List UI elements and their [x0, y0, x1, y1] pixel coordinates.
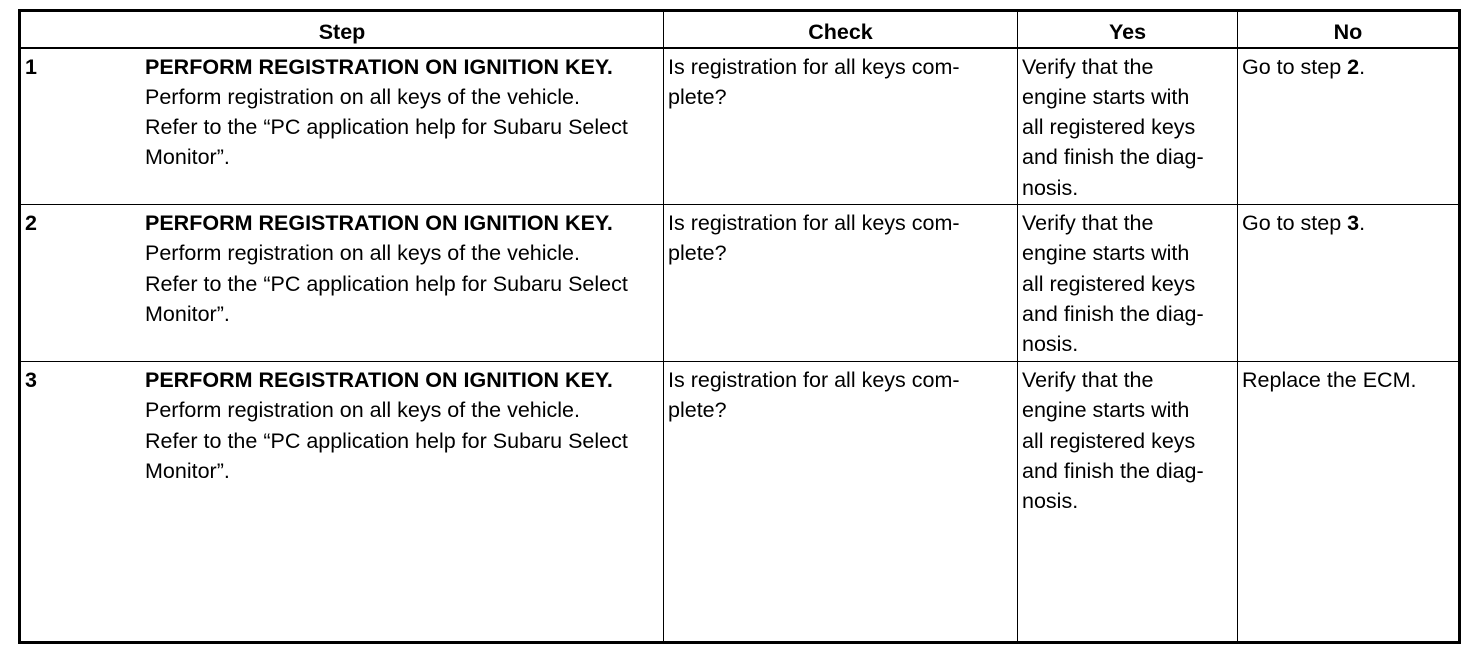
header-yes: Yes [1018, 11, 1238, 48]
header-check: Check [664, 11, 1018, 48]
no-prefix: Go to step [1242, 211, 1348, 235]
header-step: Step [20, 11, 664, 48]
no-step-ref: 2 [1347, 54, 1360, 79]
no-prefix: Go to step [1242, 54, 1348, 79]
step-description: Perform registration on all keys of the vehicle. Refer to the “PC application help for Subaru Select Monitor”. [145, 241, 628, 326]
step-title: PERFORM REGISTRATION ON IGNITION KEY. [145, 368, 613, 392]
table-row [20, 362, 1460, 643]
step-title: PERFORM REGISTRATION ON IGNITION KEY. [145, 54, 613, 79]
no-cell [1238, 205, 1460, 362]
diagnosis-table [18, 9, 1461, 644]
no-cell: Replace the ECM. [1238, 362, 1460, 643]
yes-cell: Verify that the engine starts with all registered keys and finish the diag- nosis. [1018, 205, 1238, 362]
header-no: No [1238, 11, 1460, 48]
step-description: Perform registration on all keys of the vehicle. Refer to the “PC application help for Subaru Select Monitor”. [145, 398, 628, 483]
step-cell [20, 205, 664, 362]
yes-cell: Verify that the engine starts with all registered keys and finish the diag- nosis. [1018, 48, 1238, 205]
no-suffix: . [1359, 211, 1366, 235]
step-title: PERFORM REGISTRATION ON IGNITION KEY. [145, 211, 613, 235]
table-header-row [20, 11, 1460, 48]
step-cell [20, 48, 664, 205]
yes-cell: Verify that the engine starts with all registered keys and finish the diag- nosis. [1018, 362, 1238, 643]
no-suffix: . [1359, 54, 1366, 79]
check-cell: Is registration for all keys com- plete? [664, 48, 1018, 205]
step-description: Perform registration on all keys of the vehicle. Refer to the “PC application help for Subaru Select Monitor”. [145, 84, 628, 170]
check-cell: Is registration for all keys com- plete? [664, 362, 1018, 643]
table-row [20, 48, 1460, 205]
step-number: 1 [25, 54, 37, 79]
no-step-ref: 3 [1347, 211, 1360, 235]
table-row [20, 205, 1460, 362]
no-cell [1238, 48, 1460, 205]
step-cell [20, 362, 664, 643]
step-number: 2 [25, 211, 37, 235]
check-cell: Is registration for all keys com- plete? [664, 205, 1018, 362]
step-number: 3 [25, 368, 37, 392]
